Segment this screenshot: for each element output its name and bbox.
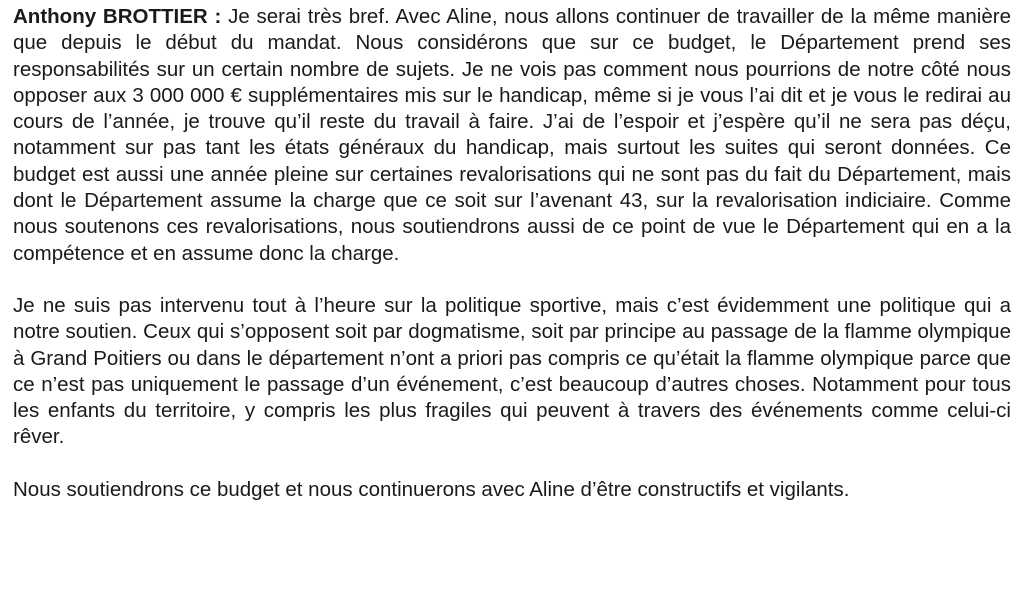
document-page bbox=[13, 4, 1011, 503]
paragraph-3: Nous soutiendrons ce budget et nous continuerons avec Aline d’être constructifs et vigilants. bbox=[13, 477, 850, 501]
paragraph-2: Je ne suis pas intervenu tout à l’heure sur la politique sportive, mais c’est évidemment une politique qui a notre soutien. Ceux qui s’opposent soit par dogmatisme, soit par principe au passage de la flamme olympique à Grand Poitiers ou dans le département n’ont a priori pas compris ce qu’était la flamme olympique parce que ce n’est pas uniquement le passage d’un événement, c’est beaucoup d’autres choses. Notamment pour tous les enfants du territoire, y compris les plus fragiles qui peuvent à travers des événements comme celui-ci rêver. bbox=[13, 293, 1011, 449]
speaker-name: Anthony BROTTIER : bbox=[13, 5, 222, 28]
paragraph-1 bbox=[13, 4, 1011, 267]
paragraph-1-text: Je serai très bref. Avec Aline, nous allons continuer de travailler de la même manière que depuis le début du mandat. Nous considérons que sur ce budget, le Département prend ses responsabilités sur un certain nombre de sujets. Je ne vois pas comment nous pourrions de notre côté nous opposer aux 3 000 000 € supplémentaires mis sur le handicap, même si je vous l’ai dit et je vous le redirai au cours de l’année, je trouve qu’il reste du travail à faire. J’ai de l’espoir et j’espère qu’il ne sera pas déçu, notamment sur pas tant les états généraux du handicap, mais surtout les suites qui seront données. Ce budget est aussi une année pleine sur certaines revalorisations qui ne sont pas du fait du Département, mais dont le Département assume la charge que ce soit sur l’avenant 43, sur la revalorisation indiciaire. Comme nous soutenons ces revalorisations, nous soutiendrons aussi de ce point de vue le Département qui en a la compétence et en assume donc la charge. bbox=[13, 5, 1011, 265]
